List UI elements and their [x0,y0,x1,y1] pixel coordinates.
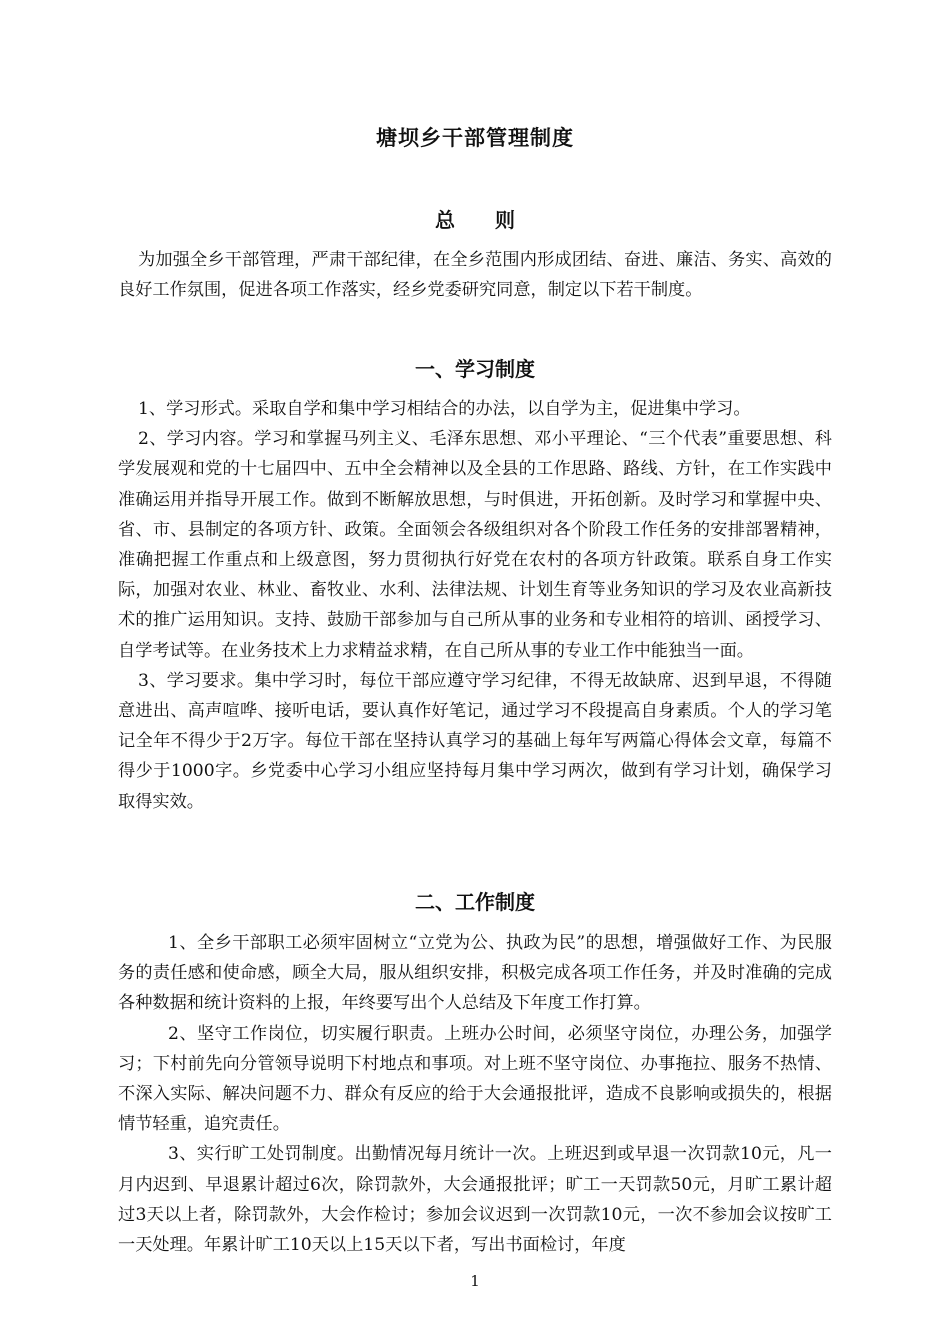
paragraph: 2、坚守工作岗位，切实履行职责。上班办公时间，必须坚守岗位，办理公务，加强学习；下村前先向分管领导说明下村地点和事项。对上班不坚守岗位、办事拖拉、服务不热情、不深入实际、解决问题不力、群众有反应的给于大会通报批评，造成不良影响或损失的，根据情节轻重，追究责任。 [118,1023,832,1135]
section-2-body [118,928,832,1260]
section-1-body [118,394,832,817]
general-heading-left: 总 [435,208,455,232]
document-title: 塘坝乡干部管理制度 [376,126,574,150]
general-section [118,245,832,305]
page-number: 1 [470,1272,480,1290]
paragraph: 1、学习形式。采取自学和集中学习相结合的办法，以自学为主，促进集中学习。 [138,399,751,419]
general-paragraph: 为加强全乡干部管理，严肃干部纪律，在全乡范围内形成团结、奋进、廉洁、务实、高效的良好工作氛围，促进各项工作落实，经乡党委研究同意，制定以下若干制度。 [118,250,832,301]
general-heading [0,204,950,233]
paragraph: 1、全乡干部职工必须牢固树立“立党为公、执政为民”的思想，增强做好工作、为民服务的责任感和使命感，顾全大局，服从组织安排，积极完成各项工作任务，并及时准确的完成各种数据和统计资料的上报，年终要写出个人总结及下年度工作打算。 [118,933,832,1014]
paragraph: 2、学习内容。学习和掌握马列主义、毛泽东思想、邓小平理论、“三个代表”重要思想、科学发展观和党的十七届四中、五中全会精神以及全县的工作思路、路线、方针，在工作实践中准确运用并指导开展工作。做到不断解放思想，与时俱进，开拓创新。及时学习和掌握中央、省、市、县制定的各项方针、政策。全面领会各级组织对各个阶段工作任务的安排部署精神，准确把握工作重点和上级意图，努力贯彻执行好党在农村的各项方针政策。联系自身工作实际，加强对农业、林业、畜牧业、水利、法律法规、计划生育等业务知识的学习及农业高新技术的推广运用知识。支持、鼓励干部参加与自己所从事的业务和专业相符的培训、函授学习、自学考试等。在业务技术上力求精益求精，在自己所从事的专业工作中能独当一面。 [118,429,832,661]
general-heading-right: 则 [495,208,515,232]
paragraph: 3、实行旷工处罚制度。出勤情况每月统计一次。上班迟到或早退一次罚款10元，凡一月内迟到、早退累计超过6次，除罚款外，大会通报批评；旷工一天罚款50元，月旷工累计超过3天以上者，除罚款外，大会作检讨；参加会议迟到一次罚款10元，一次不参加会议按旷工一天处理。年累计旷工10天以上15天以下者，写出书面检讨，年度 [118,1144,832,1256]
section-1-heading: 一、学习制度 [415,357,535,381]
paragraph: 3、学习要求。集中学习时，每位干部应遵守学习纪律，不得无故缺席、迟到早退，不得随意进出、高声喧哗、接听电话，要认真作好笔记，通过学习不段提高自身素质。个人的学习笔记全年不得少于2万字。每位干部在坚持认真学习的基础上每年写两篇心得体会文章，每篇不得少于1000字。乡党委中心学习小组应坚持每月集中学习两次，做到有学习计划，确保学习取得实效。 [118,670,832,812]
section-2-heading: 二、工作制度 [415,890,535,914]
